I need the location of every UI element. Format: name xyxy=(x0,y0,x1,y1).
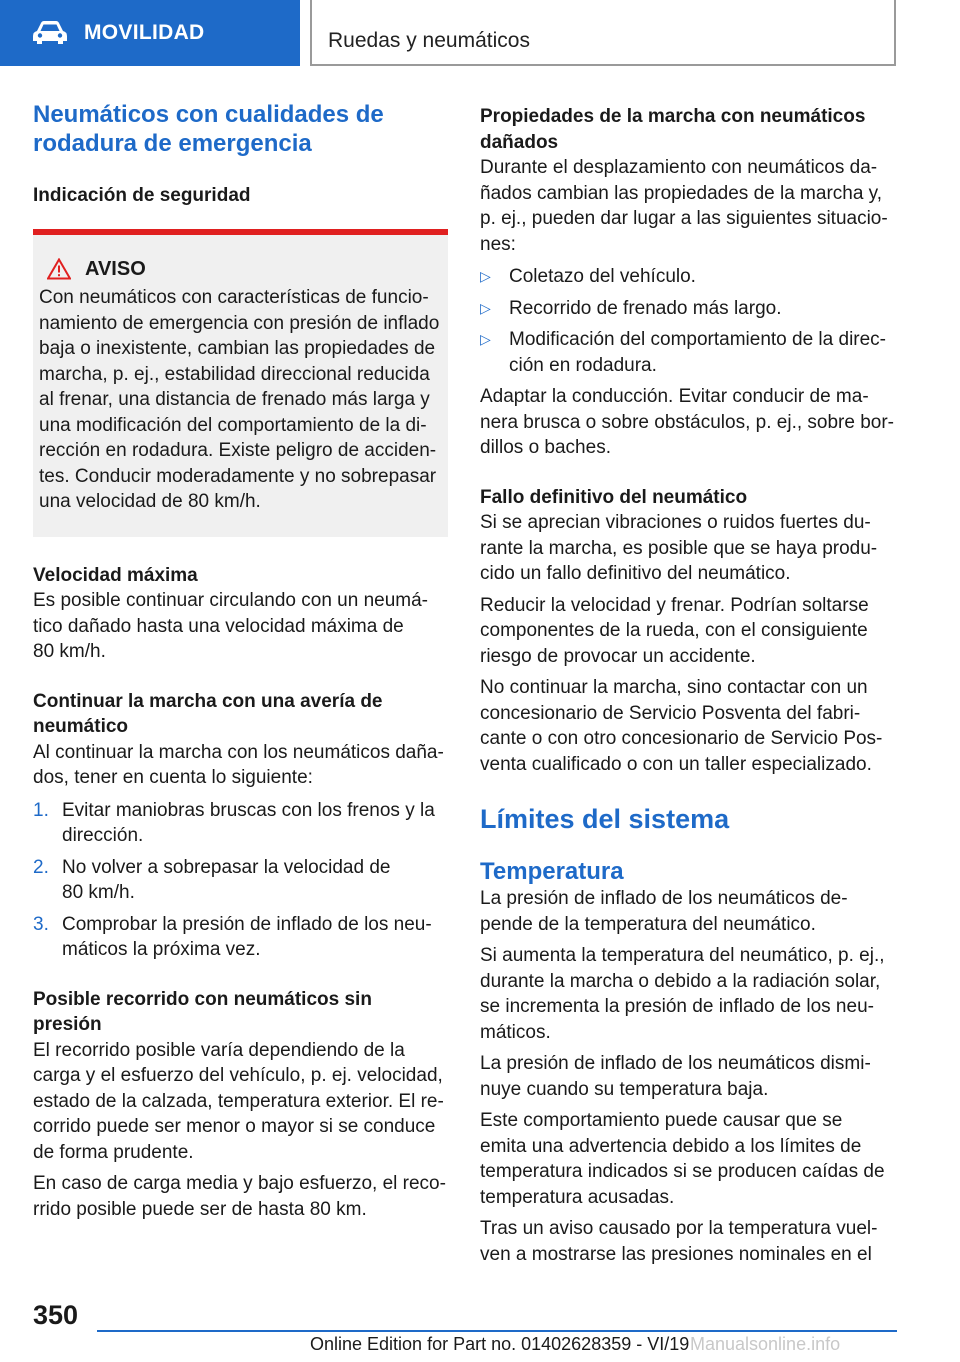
step-number: 1. xyxy=(33,799,49,821)
text-line: Si se aprecian vibraciones o ruidos fuertes du- xyxy=(480,512,871,533)
page-number: 350 xyxy=(33,1300,79,1330)
warning-line: al frenar, una distancia de frenado más larga y xyxy=(39,389,430,410)
text-line: máticos la próxima vez. xyxy=(62,939,261,960)
continue-heading xyxy=(33,689,448,740)
warning-text xyxy=(39,285,442,515)
speed-heading: Velocidad máxima xyxy=(33,564,198,586)
heading-line: presión xyxy=(33,1014,102,1035)
list-item xyxy=(33,798,448,849)
text-line: durante la marcha o debido a la radiación solar, xyxy=(480,970,881,992)
list-item xyxy=(480,327,894,378)
step-number: 2. xyxy=(33,856,49,878)
warning-line: marcha, p. ej., estabilidad direccional reducida xyxy=(39,363,430,385)
footer-divider xyxy=(97,1330,897,1332)
watermark: Manualsonline.info xyxy=(690,1334,841,1354)
temperature-title: Temperatura xyxy=(480,858,624,885)
text-line: El recorrido posible varía dependiendo de la xyxy=(33,1039,405,1061)
heading-line: neumático xyxy=(33,716,129,737)
text-line: Si aumenta la temperatura del neumático, p. ej., xyxy=(480,945,885,966)
range-heading xyxy=(33,987,448,1038)
text-line: Comprobar la presión de inflado de los neu- xyxy=(62,913,432,935)
section-tab xyxy=(0,0,300,66)
text-line: ción en rodadura. xyxy=(509,354,657,376)
text-line: dirección. xyxy=(62,825,144,846)
text-line: rrido posible puede ser de hasta 80 km. xyxy=(33,1198,367,1220)
warning-line: baja o inexistente, cambian las propiedades de xyxy=(39,338,436,359)
car-icon xyxy=(30,19,70,47)
text-line: No volver a sobrepasar la velocidad de xyxy=(62,856,391,878)
section-label: MOVILIDAD xyxy=(84,21,205,44)
text-line: Es posible continuar circulando con un neumá- xyxy=(33,590,429,611)
text-line: Reducir la velocidad y frenar. Podrían soltarse xyxy=(480,594,869,616)
continue-paragraph xyxy=(33,740,448,791)
text-line: corrido puede ser menor o mayor si se conduce xyxy=(33,1116,436,1137)
warning-line: una velocidad de 80 km/h. xyxy=(39,491,261,512)
text-line: Durante el desplazamiento con neumáticos da- xyxy=(480,157,878,178)
text-line: ven a mostrarse las presiones nominales en el xyxy=(480,1243,872,1265)
text-line: rante la marcha, es posible que se haya produ- xyxy=(480,537,878,559)
list-item xyxy=(33,855,448,906)
text-line: Adaptar la conducción. Evitar conducir de ma- xyxy=(480,386,869,407)
text-line: componentes de la rueda, con el consiguiente xyxy=(480,620,868,641)
section-title-text: Neumáticos con cualidades de rodadura de emergencia xyxy=(33,101,384,157)
bullet-icon: ▷ xyxy=(480,268,491,284)
warning-header xyxy=(39,257,442,283)
failure-paragraph-1 xyxy=(480,510,894,587)
warning-triangle-icon xyxy=(47,258,71,280)
text-line: Recorrido de frenado más largo. xyxy=(509,297,782,319)
warning-line: una modificación del comportamiento de la di- xyxy=(39,414,427,436)
warning-line: Con neumáticos con características de funcio- xyxy=(39,287,429,308)
props-heading xyxy=(480,104,894,155)
text-line: máticos. xyxy=(480,1021,551,1043)
warning-line: namiento de emergencia con presión de inflado xyxy=(39,312,440,334)
right-column xyxy=(480,100,894,1267)
range-paragraph-2 xyxy=(33,1171,448,1222)
failure-heading: Fallo definitivo del neumático xyxy=(480,486,748,508)
heading-line: Posible recorrido con neumáticos sin xyxy=(33,988,372,1010)
text-line: Evitar maniobras bruscas con los frenos y la xyxy=(62,799,435,821)
list-item xyxy=(480,264,894,290)
list-item xyxy=(480,296,894,322)
text-line: carga y el esfuerzo del vehículo, p. ej. velocidad, xyxy=(33,1065,443,1086)
text-line: 80 km/h. xyxy=(62,882,135,903)
limits-title: Límites del sistema xyxy=(480,804,730,834)
text-line: ñados cambian las propiedades de la marcha y, xyxy=(480,182,883,204)
text-line: No continuar la marcha, sino contactar con un xyxy=(480,677,868,698)
text-line: dillos o baches. xyxy=(480,437,611,458)
text-line: Este comportamiento puede causar que se xyxy=(480,1110,843,1131)
text-line: se incrementa la presión de inflado de los neu- xyxy=(480,996,874,1017)
steps-list xyxy=(33,798,448,963)
warning-line: rección en rodadura. Existe peligro de acciden- xyxy=(39,440,437,461)
props-paragraph xyxy=(480,155,894,257)
chapter-header xyxy=(310,0,896,66)
text-line: nera brusca o sobre obstáculos, p. ej., sobre bor- xyxy=(480,411,895,433)
text-line: temperatura acusadas. xyxy=(480,1186,675,1208)
text-line: de forma prudente. xyxy=(33,1141,194,1163)
text-line: Tras un aviso causado por la temperatura vuel- xyxy=(480,1218,878,1239)
text-line: riesgo de provocar un accidente. xyxy=(480,645,756,667)
temp-paragraph-4 xyxy=(480,1108,894,1210)
text-line: emita una advertencia debido a los límites de xyxy=(480,1135,862,1157)
left-column xyxy=(33,100,448,1222)
text-line: Coletazo del vehículo. xyxy=(509,266,696,287)
heading-line: dañados xyxy=(480,131,559,153)
adapt-paragraph xyxy=(480,384,894,461)
heading-line: Propiedades de la marcha con neumáticos xyxy=(480,106,866,127)
temp-paragraph-2 xyxy=(480,943,894,1045)
safety-heading: Indicación de seguridad xyxy=(33,185,251,206)
text-line: cido un fallo definitivo del neumático. xyxy=(480,563,791,584)
warning-line: tes. Conducir moderadamente y no sobrepasar xyxy=(39,465,437,487)
bullet-icon: ▷ xyxy=(480,331,491,347)
chapter-title: Ruedas y neumáticos xyxy=(328,29,530,52)
heading-line: Continuar la marcha con una avería de xyxy=(33,690,383,712)
warning-box xyxy=(33,229,448,537)
warning-label: AVISO xyxy=(85,257,146,280)
section-title xyxy=(33,100,448,158)
text-line: La presión de inflado de los neumáticos dismi- xyxy=(480,1053,871,1074)
text-line: temperatura indicados si se producen caídas de xyxy=(480,1161,885,1182)
failure-paragraph-3 xyxy=(480,675,894,777)
text-line: dos, tener en cuenta lo siguiente: xyxy=(33,767,313,788)
failure-paragraph-2 xyxy=(480,593,894,670)
temp-paragraph-3 xyxy=(480,1051,894,1102)
text-line: tico dañado hasta una velocidad máxima de xyxy=(33,615,404,637)
situations-list xyxy=(480,264,894,378)
text-line: pende de la temperatura del neumático. xyxy=(480,913,816,935)
text-line: En caso de carga media y bajo esfuerzo, el reco- xyxy=(33,1173,446,1194)
text-line: estado de la calzada, temperatura exterior. El re- xyxy=(33,1090,444,1112)
text-line: Modificación del comportamiento de la direc- xyxy=(509,329,887,350)
range-paragraph-1 xyxy=(33,1038,448,1166)
text-line: nes: xyxy=(480,233,516,255)
text-line: concesionario de Servicio Posventa del fabri- xyxy=(480,702,861,724)
text-line: Al continuar la marcha con los neumáticos daña- xyxy=(33,741,444,763)
temp-paragraph-5 xyxy=(480,1216,894,1267)
speed-paragraph xyxy=(33,588,448,665)
text-line: 80 km/h. xyxy=(33,641,106,662)
step-number: 3. xyxy=(33,913,49,935)
bullet-icon: ▷ xyxy=(480,299,491,316)
text-line: p. ej., pueden dar lugar a las siguientes situacio- xyxy=(480,208,888,229)
text-line: venta cualificado o con un taller especializado. xyxy=(480,753,872,775)
text-line: cante o con otro concesionario de Servicio Pos- xyxy=(480,728,883,749)
list-item xyxy=(33,912,448,963)
text-line: La presión de inflado de los neumáticos de- xyxy=(480,888,848,909)
text-line: nuye cuando su temperatura baja. xyxy=(480,1078,769,1100)
edition-text: Online Edition for Part no. 01402628359 - VI/19 xyxy=(310,1334,690,1354)
temp-paragraph-1 xyxy=(480,886,894,937)
